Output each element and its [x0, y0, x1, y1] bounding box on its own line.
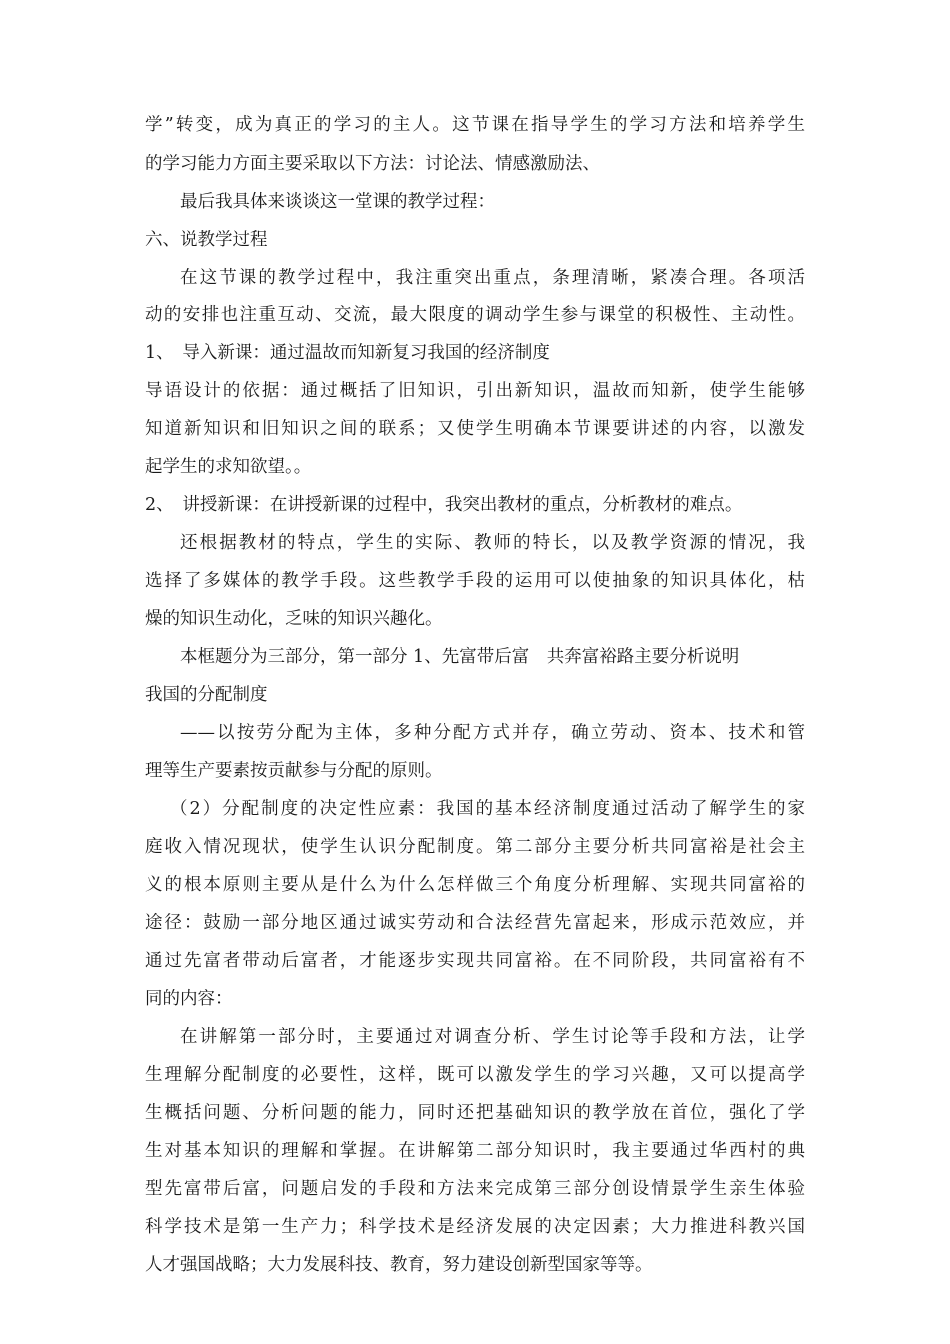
text-line: 途径：鼓励一部分地区通过诚实劳动和合法经营先富起来，形成示范效应，并	[145, 913, 805, 933]
text-line: 同的内容：	[145, 989, 233, 1009]
text-line: ——以按劳分配为主体，多种分配方式并存，确立劳动、资本、技术和管	[180, 723, 805, 743]
text-line: 通过先富者带动后富者，才能逐步实现共同富裕。在不同阶段，共同富裕有不	[145, 951, 805, 971]
text-line: 型先富带后富，问题启发的手段和方法来完成第三部分创设情景学生亲生体验	[145, 1179, 805, 1199]
text-line: 本框题分为三部分，第一部分 1、先富带后富 共奔富裕路主要分析说明	[180, 647, 740, 667]
text-line: 起学生的求知欲望。。	[145, 457, 312, 477]
text-line: （2）分配制度的决定性应素：我国的基本经济制度通过活动了解学生的家	[170, 799, 805, 819]
text-line: 科学技术是第一生产力；科学技术是经济发展的决定因素；大力推进科教兴国	[145, 1217, 805, 1237]
text-line: 导语设计的依据：通过概括了旧知识，引出新知识，温故而知新，使学生能够	[145, 381, 805, 401]
text-line: 在讲解第一部分时，主要通过对调查分析、学生讨论等手段和方法，让学	[180, 1027, 805, 1047]
text-line: 生概括问题、分析问题的能力，同时还把基础知识的教学放在首位，强化了学	[145, 1103, 805, 1123]
text-line: 理等生产要素按贡献参与分配的原则。	[145, 761, 443, 781]
text-line: 我国的分配制度	[145, 685, 268, 705]
text-line: 庭收入情况现状，使学生认识分配制度。第二部分主要分析共同富裕是社会主	[145, 837, 805, 857]
text-line: 义的根本原则主要从是什么为什么怎样做三个角度分析理解、实现共同富裕的	[145, 875, 805, 895]
list-item: 1、 导入新课：通过温故而知新复习我国的经济制度	[145, 343, 550, 363]
text-line: 的学习能力方面主要采取以下方法：讨论法、情感激励法、	[145, 154, 600, 174]
text-line: 燥的知识生动化，乏味的知识兴趣化。	[145, 609, 443, 629]
text-line: 在这节课的教学过程中，我注重突出重点，条理清晰，紧凑合理。各项活	[180, 268, 805, 288]
text-line: 最后我具体来谈谈这一堂课的教学过程：	[180, 192, 495, 212]
text-line: 动的安排也注重互动、交流，最大限度的调动学生参与课堂的积极性、主动性。	[145, 305, 805, 325]
text-line: 人才强国战略；大力发展科技、教育，努力建设创新型国家等等。	[145, 1255, 653, 1275]
text-line: 还根据教材的特点，学生的实际、教师的特长，以及教学资源的情况，我	[180, 533, 805, 553]
text-line: 知道新知识和旧知识之间的联系；又使学生明确本节课要讲述的内容，以激发	[145, 419, 805, 439]
text-line: 生对基本知识的理解和掌握。在讲解第二部分知识时，我主要通过华西村的典	[145, 1141, 805, 1161]
text-line: 生理解分配制度的必要性，这样，既可以激发学生的学习兴趣，又可以提高学	[145, 1065, 805, 1085]
section-heading: 六、说教学过程	[145, 230, 268, 250]
list-item: 2、 讲授新课：在讲授新课的过程中，我突出教材的重点，分析教材的难点。	[145, 495, 743, 515]
text-line: 选择了多媒体的教学手段。这些教学手段的运用可以使抽象的知识具体化，枯	[145, 571, 805, 591]
text-line: 学”转变，成为真正的学习的主人。这节课在指导学生的学习方法和培养学生	[145, 115, 805, 135]
